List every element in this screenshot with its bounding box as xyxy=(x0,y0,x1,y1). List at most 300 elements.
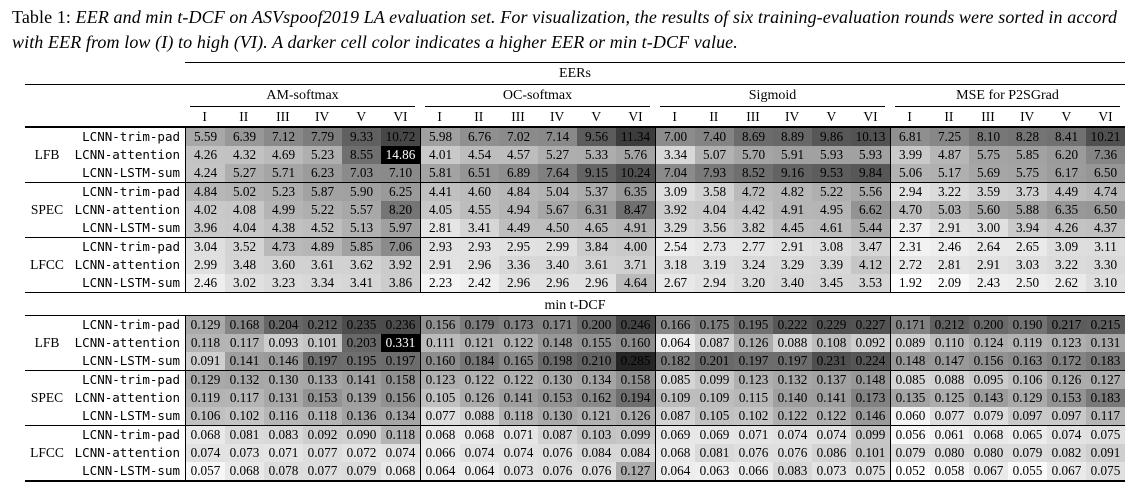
value-cell: 3.41 xyxy=(460,219,499,237)
value-cell: 4.72 xyxy=(734,183,773,201)
value-cells xyxy=(185,146,1125,164)
value-cell: 2.46 xyxy=(930,238,969,256)
value-cell: 8.89 xyxy=(773,128,812,146)
header-spacer xyxy=(25,107,185,126)
round-label: III xyxy=(746,109,760,124)
model-label: LCNN-trim-pad xyxy=(82,372,180,387)
model-label: LCNN-trim-pad xyxy=(82,239,180,254)
round-header-row xyxy=(25,107,1125,128)
feature-block-lfcc xyxy=(25,425,1125,480)
value-cell: 5.37 xyxy=(577,183,616,201)
value-cells xyxy=(185,164,1125,182)
value-cell: 0.103 xyxy=(577,426,616,444)
table-row xyxy=(25,183,1125,201)
value-cell: 0.060 xyxy=(890,407,930,425)
value-cell: 5.56 xyxy=(851,183,890,201)
value-cell: 0.087 xyxy=(655,407,695,425)
value-cell: 2.77 xyxy=(734,238,773,256)
feature-group-label xyxy=(25,316,69,334)
round-label: II xyxy=(239,109,249,124)
value-cell: 0.130 xyxy=(538,407,577,425)
tdcf-section-blocks xyxy=(25,316,1125,480)
value-cell: 0.085 xyxy=(890,371,930,389)
round-label: III xyxy=(981,109,995,124)
value-cell: 5.22 xyxy=(812,183,851,201)
value-cell: 0.156 xyxy=(969,352,1008,370)
value-cell: 0.110 xyxy=(930,334,969,352)
value-cell: 7.79 xyxy=(303,128,342,146)
value-cells xyxy=(185,256,1125,274)
value-cell: 3.92 xyxy=(655,201,695,219)
value-cell: 0.106 xyxy=(185,407,225,425)
group-header-mse-p2sgrad: MSE for P2SGrad xyxy=(890,85,1125,107)
value-cell: 0.197 xyxy=(773,352,812,370)
value-cell: 3.61 xyxy=(577,256,616,274)
value-cell: 3.04 xyxy=(185,238,225,256)
value-cell: 3.00 xyxy=(969,219,1008,237)
round-label: VI xyxy=(863,109,878,124)
value-cell: 4.04 xyxy=(695,201,734,219)
value-cell: 4.55 xyxy=(460,201,499,219)
value-cells xyxy=(185,352,1125,370)
group-header-am-softmax: AM-softmax xyxy=(185,85,420,107)
value-cell: 0.079 xyxy=(1008,444,1047,462)
value-cell: 0.123 xyxy=(734,371,773,389)
value-cell: 3.03 xyxy=(1008,256,1047,274)
value-cell: 0.109 xyxy=(655,389,695,407)
value-cell: 3.71 xyxy=(616,256,655,274)
value-cell: 0.137 xyxy=(812,371,851,389)
value-cell: 0.134 xyxy=(381,407,420,425)
model-label: LCNN-trim-pad xyxy=(82,129,180,144)
value-cell: 2.91 xyxy=(930,219,969,237)
table-row xyxy=(25,462,1125,480)
value-cell: 3.34 xyxy=(303,274,342,292)
value-cell: 3.60 xyxy=(264,256,303,274)
value-cell: 2.64 xyxy=(969,238,1008,256)
value-cell: 2.81 xyxy=(930,256,969,274)
value-cell: 7.06 xyxy=(381,238,420,256)
value-cell: 0.212 xyxy=(303,316,342,334)
feature-group-label: LFB xyxy=(34,147,60,162)
feature-group-label xyxy=(25,371,69,389)
value-cell: 5.06 xyxy=(890,164,930,182)
value-cell: 3.84 xyxy=(577,238,616,256)
round-label: IV xyxy=(550,109,565,124)
value-cell: 7.00 xyxy=(655,128,695,146)
value-cell: 0.182 xyxy=(655,352,695,370)
value-cell: 0.184 xyxy=(460,352,499,370)
value-cell: 0.175 xyxy=(695,316,734,334)
feature-group-label xyxy=(25,462,69,480)
value-cells xyxy=(185,371,1125,389)
value-cell: 5.27 xyxy=(225,164,264,182)
value-cell: 7.25 xyxy=(930,128,969,146)
header-spacer xyxy=(25,85,185,107)
value-cell: 0.118 xyxy=(303,407,342,425)
value-cell: 0.092 xyxy=(303,426,342,444)
value-cell: 0.108 xyxy=(812,334,851,352)
value-cell: 5.70 xyxy=(734,146,773,164)
value-cell: 4.82 xyxy=(773,183,812,201)
value-cell: 0.064 xyxy=(655,462,695,480)
value-cell: 0.072 xyxy=(342,444,381,462)
value-cell: 0.076 xyxy=(734,444,773,462)
section-header-eers xyxy=(25,62,1125,85)
value-cell: 0.109 xyxy=(695,389,734,407)
model-label: LCNN-attention xyxy=(74,202,180,217)
value-cell: 0.088 xyxy=(460,407,499,425)
value-cell: 4.37 xyxy=(1086,219,1125,237)
value-cell: 4.99 xyxy=(264,201,303,219)
value-cell: 5.17 xyxy=(930,164,969,182)
value-cell: 2.94 xyxy=(890,183,930,201)
value-cell: 9.56 xyxy=(577,128,616,146)
model-label: LCNN-LSTM-sum xyxy=(82,220,180,235)
value-cell: 4.49 xyxy=(499,219,538,237)
value-cell: 2.91 xyxy=(969,256,1008,274)
value-cell: 0.061 xyxy=(930,426,969,444)
value-cell: 6.50 xyxy=(1086,164,1125,182)
feature-group-label xyxy=(25,426,69,444)
value-cell: 5.22 xyxy=(303,201,342,219)
value-cell: 0.067 xyxy=(969,462,1008,480)
table-row xyxy=(25,389,1125,407)
loss-group-header-row xyxy=(25,85,1125,107)
model-label: LCNN-attention xyxy=(74,257,180,272)
value-cell: 0.141 xyxy=(499,389,538,407)
value-cell: 0.132 xyxy=(773,371,812,389)
value-cell: 5.13 xyxy=(342,219,381,237)
value-cell: 0.116 xyxy=(264,407,303,425)
value-cell: 0.131 xyxy=(264,389,303,407)
value-cell: 0.183 xyxy=(1086,389,1125,407)
value-cell: 0.153 xyxy=(1047,389,1086,407)
value-cell: 0.134 xyxy=(577,371,616,389)
value-cell: 0.146 xyxy=(851,407,890,425)
value-cell: 0.080 xyxy=(969,444,1008,462)
value-cell: 4.61 xyxy=(812,219,851,237)
round-label: V xyxy=(356,109,367,124)
value-cell: 2.37 xyxy=(890,219,930,237)
value-cell: 0.066 xyxy=(420,444,460,462)
value-cell: 4.12 xyxy=(851,256,890,274)
value-cell: 4.26 xyxy=(1047,219,1086,237)
value-cell: 4.38 xyxy=(264,219,303,237)
value-cell: 3.22 xyxy=(930,183,969,201)
value-cell: 4.94 xyxy=(499,201,538,219)
value-cell: 0.162 xyxy=(577,389,616,407)
value-cell: 8.52 xyxy=(734,164,773,182)
value-cells xyxy=(185,274,1125,292)
value-cells xyxy=(185,426,1125,444)
section-title-min-tdcf: min t-DCF xyxy=(544,298,606,313)
value-cells xyxy=(185,238,1125,256)
value-cell: 0.056 xyxy=(890,426,930,444)
value-cell: 2.31 xyxy=(890,238,930,256)
value-cell: 7.64 xyxy=(538,164,577,182)
value-cell: 0.077 xyxy=(303,444,342,462)
value-cell: 0.197 xyxy=(381,352,420,370)
value-cell: 5.27 xyxy=(538,146,577,164)
value-cell: 0.122 xyxy=(773,407,812,425)
value-cell: 0.073 xyxy=(812,462,851,480)
value-cell: 0.172 xyxy=(1047,352,1086,370)
value-cell: 0.066 xyxy=(734,462,773,480)
value-cell: 3.52 xyxy=(225,238,264,256)
value-cell: 0.122 xyxy=(812,407,851,425)
value-cell: 0.132 xyxy=(225,371,264,389)
value-cell: 3.09 xyxy=(655,183,695,201)
value-cell: 0.118 xyxy=(185,334,225,352)
value-cell: 5.03 xyxy=(930,201,969,219)
round-label: IV xyxy=(785,109,800,124)
value-cell: 8.47 xyxy=(616,201,655,219)
value-cell: 0.106 xyxy=(1008,371,1047,389)
value-cell: 2.42 xyxy=(460,274,499,292)
value-cell: 0.089 xyxy=(890,334,930,352)
value-cell: 5.85 xyxy=(342,238,381,256)
round-label: III xyxy=(511,109,525,124)
value-cell: 6.23 xyxy=(303,164,342,182)
value-cell: 5.57 xyxy=(342,201,381,219)
value-cell: 0.084 xyxy=(577,444,616,462)
value-cell: 0.201 xyxy=(695,352,734,370)
value-cell: 0.074 xyxy=(381,444,420,462)
value-cell: 0.101 xyxy=(303,334,342,352)
feature-block-spec xyxy=(25,370,1125,425)
value-cell: 2.96 xyxy=(460,256,499,274)
value-cell: 0.212 xyxy=(930,316,969,334)
value-cell: 0.125 xyxy=(930,389,969,407)
table-bottom-rule xyxy=(25,480,1125,482)
value-cell: 0.122 xyxy=(499,371,538,389)
round-label: I xyxy=(437,109,442,124)
value-cell: 4.54 xyxy=(460,146,499,164)
value-cell: 0.123 xyxy=(420,371,460,389)
value-cell: 5.93 xyxy=(812,146,851,164)
value-cell: 0.083 xyxy=(264,426,303,444)
table-row xyxy=(25,164,1125,182)
value-cell: 0.222 xyxy=(773,316,812,334)
value-cell: 6.76 xyxy=(460,128,499,146)
value-cell: 0.197 xyxy=(734,352,773,370)
value-cell: 0.064 xyxy=(655,334,695,352)
value-cell: 0.068 xyxy=(185,426,225,444)
value-cell: 0.087 xyxy=(538,426,577,444)
value-cell: 0.074 xyxy=(460,444,499,462)
value-cell: 0.102 xyxy=(225,407,264,425)
value-cell: 0.121 xyxy=(460,334,499,352)
value-cell: 0.071 xyxy=(499,426,538,444)
value-cell: 0.088 xyxy=(773,334,812,352)
table-row xyxy=(25,201,1125,219)
value-cell: 8.28 xyxy=(1008,128,1047,146)
value-cell: 6.39 xyxy=(225,128,264,146)
value-cell: 4.60 xyxy=(460,183,499,201)
value-cell: 0.143 xyxy=(969,389,1008,407)
value-cell: 3.53 xyxy=(851,274,890,292)
value-cell: 0.141 xyxy=(342,371,381,389)
model-label: LCNN-trim-pad xyxy=(82,317,180,332)
value-cell: 2.99 xyxy=(538,238,577,256)
value-cell: 0.165 xyxy=(499,352,538,370)
model-label: LCNN-LSTM-sum xyxy=(82,165,180,180)
value-cell: 0.246 xyxy=(616,316,655,334)
value-cell: 3.86 xyxy=(381,274,420,292)
value-cell: 6.62 xyxy=(851,201,890,219)
table-row xyxy=(25,371,1125,389)
value-cell: 2.95 xyxy=(499,238,538,256)
group-header-sigmoid: Sigmoid xyxy=(655,85,890,107)
value-cell: 7.03 xyxy=(342,164,381,182)
value-cell: 0.131 xyxy=(1086,334,1125,352)
value-cell: 0.153 xyxy=(303,389,342,407)
value-cell: 6.35 xyxy=(616,183,655,201)
value-cell: 4.74 xyxy=(1086,183,1125,201)
value-cell: 0.068 xyxy=(969,426,1008,444)
value-cell: 0.099 xyxy=(616,426,655,444)
value-cell: 0.075 xyxy=(1086,462,1125,480)
value-cell: 0.153 xyxy=(538,389,577,407)
feature-group-label xyxy=(25,352,69,370)
value-cell: 0.075 xyxy=(1086,426,1125,444)
value-cell: 2.67 xyxy=(655,274,695,292)
feature-group-label xyxy=(25,219,69,237)
value-cell: 0.148 xyxy=(851,371,890,389)
value-cell: 4.42 xyxy=(734,201,773,219)
value-cell: 0.156 xyxy=(381,389,420,407)
model-label: LCNN-trim-pad xyxy=(82,427,180,442)
feature-group-label: SPEC xyxy=(30,202,64,217)
value-cell: 4.84 xyxy=(499,183,538,201)
value-cells xyxy=(185,128,1125,146)
value-cell: 7.02 xyxy=(499,128,538,146)
value-cell: 0.077 xyxy=(303,462,342,480)
value-cell: 6.89 xyxy=(499,164,538,182)
feature-group-label xyxy=(25,183,69,201)
value-cell: 10.13 xyxy=(851,128,890,146)
value-cell: 3.34 xyxy=(655,146,695,164)
value-cell: 4.57 xyxy=(499,146,538,164)
value-cell: 7.10 xyxy=(381,164,420,182)
value-cell: 3.30 xyxy=(1086,256,1125,274)
round-label: I xyxy=(672,109,677,124)
value-cell: 8.20 xyxy=(381,201,420,219)
value-cell: 0.136 xyxy=(342,407,381,425)
value-cell: 0.099 xyxy=(695,371,734,389)
table-row xyxy=(25,219,1125,237)
round-label: III xyxy=(276,109,290,124)
round-label: V xyxy=(591,109,602,124)
model-label: LCNN-attention xyxy=(74,390,180,405)
round-label: II xyxy=(709,109,719,124)
feature-group-label: LFCC xyxy=(30,257,64,272)
value-cell: 3.82 xyxy=(734,219,773,237)
value-cell: 3.02 xyxy=(225,274,264,292)
value-cell: 0.081 xyxy=(695,444,734,462)
value-cell: 10.72 xyxy=(381,128,420,146)
value-cell: 0.117 xyxy=(225,334,264,352)
value-cell: 0.194 xyxy=(616,389,655,407)
model-label: LCNN-LSTM-sum xyxy=(82,408,180,423)
value-cell: 0.074 xyxy=(1047,426,1086,444)
feature-block-spec xyxy=(25,182,1125,237)
value-cell: 5.93 xyxy=(851,146,890,164)
value-cell: 0.086 xyxy=(812,444,851,462)
table-row xyxy=(25,352,1125,370)
value-cell: 3.58 xyxy=(695,183,734,201)
value-cell: 3.20 xyxy=(734,274,773,292)
value-cell: 0.063 xyxy=(695,462,734,480)
value-cell: 2.54 xyxy=(655,238,695,256)
value-cell: 3.56 xyxy=(695,219,734,237)
feature-block-lfb xyxy=(25,316,1125,370)
feature-group-label xyxy=(25,407,69,425)
value-cell: 0.171 xyxy=(538,316,577,334)
value-cell: 4.01 xyxy=(420,146,460,164)
value-cell: 0.076 xyxy=(577,462,616,480)
feature-group-label xyxy=(25,238,69,256)
value-cell: 3.94 xyxy=(1008,219,1047,237)
value-cell: 7.04 xyxy=(655,164,695,182)
value-cell: 0.079 xyxy=(890,444,930,462)
value-cell: 0.135 xyxy=(890,389,930,407)
model-label: LCNN-LSTM-sum xyxy=(82,463,180,478)
value-cell: 0.068 xyxy=(420,426,460,444)
value-cell: 0.200 xyxy=(969,316,1008,334)
value-cell: 0.231 xyxy=(812,352,851,370)
value-cell: 0.204 xyxy=(264,316,303,334)
value-cell: 0.140 xyxy=(773,389,812,407)
value-cell: 9.15 xyxy=(577,164,616,182)
results-table xyxy=(25,62,1125,482)
value-cell: 0.141 xyxy=(225,352,264,370)
value-cell: 4.00 xyxy=(616,238,655,256)
value-cell: 0.331 xyxy=(381,334,420,352)
value-cell: 0.071 xyxy=(734,426,773,444)
value-cell: 0.105 xyxy=(695,407,734,425)
table-row xyxy=(25,334,1125,352)
value-cell: 0.203 xyxy=(342,334,381,352)
value-cell: 0.091 xyxy=(185,352,225,370)
value-cell: 5.23 xyxy=(264,183,303,201)
value-cell: 0.105 xyxy=(420,389,460,407)
model-label: LCNN-attention xyxy=(74,147,180,162)
value-cell: 0.092 xyxy=(851,334,890,352)
value-cell: 2.91 xyxy=(420,256,460,274)
value-cell: 2.46 xyxy=(185,274,225,292)
value-cell: 5.88 xyxy=(1008,201,1047,219)
value-cell: 0.067 xyxy=(1047,462,1086,480)
value-cell: 0.077 xyxy=(420,407,460,425)
value-cell: 5.04 xyxy=(538,183,577,201)
value-cell: 8.55 xyxy=(342,146,381,164)
value-cell: 0.065 xyxy=(1008,426,1047,444)
value-cell: 4.91 xyxy=(616,219,655,237)
value-cell: 0.119 xyxy=(1008,334,1047,352)
value-cell: 7.12 xyxy=(264,128,303,146)
value-cell: 2.43 xyxy=(969,274,1008,292)
section-title-eers: EERs xyxy=(559,66,591,81)
value-cell: 3.96 xyxy=(185,219,225,237)
value-cell: 0.084 xyxy=(616,444,655,462)
value-cell: 8.41 xyxy=(1047,128,1086,146)
value-cell: 0.190 xyxy=(1008,316,1047,334)
value-cell: 5.87 xyxy=(303,183,342,201)
value-cell: 0.074 xyxy=(773,426,812,444)
table-row xyxy=(25,274,1125,292)
